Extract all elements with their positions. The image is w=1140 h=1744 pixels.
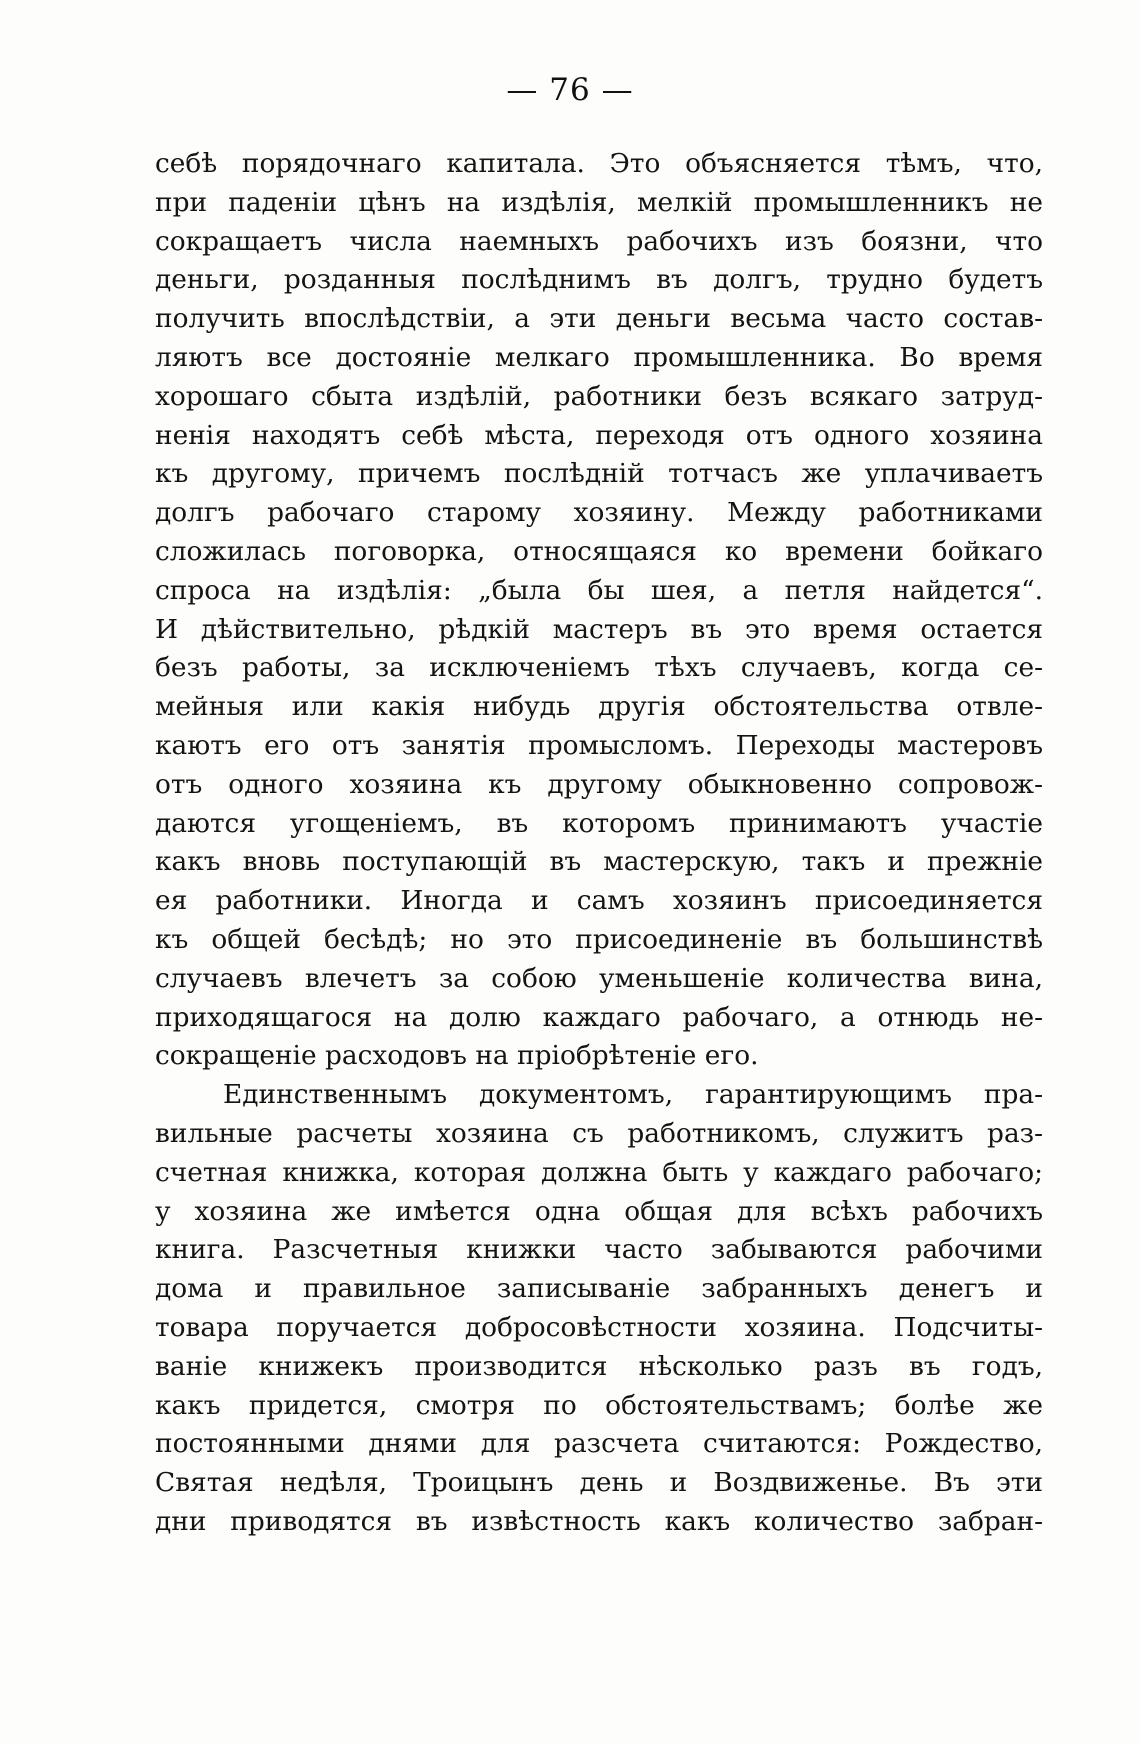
text-line: сокращеніе расходовъ на пріобрѣтеніе его.: [155, 1040, 759, 1072]
text-line: счетная книжка, которая должна быть у каждаго рабочаго;: [155, 1156, 1043, 1188]
text-line: мейныя или какія нибудь другія обстоятельства отвле-: [155, 691, 1043, 723]
text-line: ляютъ все достояніе мелкаго промышленника. Во время: [155, 341, 1043, 373]
text-line: какъ придется, смотря по обстоятельствамъ; болѣе же: [155, 1389, 1043, 1421]
text-line: товара поручается добросовѣстности хозяина. Подсчиты-: [155, 1311, 1043, 1343]
text-line: вильные расчеты хозяина съ работникомъ, служитъ раз-: [155, 1117, 1043, 1149]
text-line: каютъ его отъ занятія промысломъ. Переходы мастеровъ: [155, 729, 1043, 761]
body-text: [155, 145, 1043, 1542]
text-line: къ другому, причемъ послѣдній тотчасъ же уплачиваетъ: [155, 458, 1043, 490]
text-line: И дѣйствительно, рѣдкій мастеръ въ это время остается: [155, 613, 1043, 645]
text-line: при паденіи цѣнъ на издѣлія, мелкій промышленникъ не: [155, 186, 1043, 218]
text-line: дни приводятся въ извѣстность какъ количество забран-: [155, 1505, 1043, 1537]
text-line: деньги, розданныя послѣднимъ въ долгъ, трудно будетъ: [155, 264, 1043, 296]
text-line: приходящагося на долю каждаго рабочаго, а отнюдь не-: [155, 1001, 1043, 1033]
text-line: Святая недѣля, Троицынъ день и Воздвиженье. Въ эти: [155, 1467, 1043, 1499]
text-line: случаевъ влечетъ за собою уменьшеніе количества вина,: [155, 962, 1043, 994]
text-line: постоянными днями для разсчета считаются: Рождество,: [155, 1428, 1043, 1460]
text-line: книга. Разсчетныя книжки часто забываются рабочими: [155, 1234, 1043, 1266]
text-line: какъ вновь поступающій въ мастерскую, такъ и прежніе: [155, 846, 1043, 878]
text-line: безъ работы, за исключеніемъ тѣхъ случаевъ, когда се-: [155, 652, 1043, 684]
text-line: себѣ порядочнаго капитала. Это объясняется тѣмъ, что,: [155, 148, 1043, 179]
text-line: Единственнымъ документомъ, гарантирующимъ пра-: [223, 1079, 1043, 1111]
page-number: — 76 —: [506, 72, 634, 108]
text-line: спроса на издѣлія: „была бы шея, а петля найдется“.: [155, 574, 1043, 606]
text-line: хорошаго сбыта издѣлій, работники безъ всякаго затруд-: [155, 380, 1043, 412]
text-line: долгъ рабочаго старому хозяину. Между работниками: [155, 497, 1043, 529]
text-line: къ общей бесѣдѣ; но это присоединеніе въ большинствѣ: [155, 923, 1043, 955]
text-line: ваніе книжекъ производится нѣсколько разъ въ годъ,: [155, 1350, 1043, 1382]
text-line: даются угощеніемъ, въ которомъ принимаютъ участіе: [155, 807, 1043, 839]
text-line: отъ одного хозяина къ другому обыкновенно сопровож-: [155, 768, 1043, 800]
text-line: ея работники. Иногда и самъ хозяинъ присоединяется: [155, 885, 1043, 917]
text-line: дома и правильное записываніе забранныхъ денегъ и: [155, 1273, 1043, 1305]
text-line: ненія находятъ себѣ мѣста, переходя отъ одного хозяина: [155, 419, 1043, 451]
text-line: у хозяина же имѣется одна общая для всѣхъ рабочихъ: [155, 1195, 1043, 1227]
text-line: сокращаетъ числа наемныхъ рабочихъ изъ боязни, что: [155, 225, 1043, 257]
text-line: получить впослѣдствіи, а эти деньги весьма часто состав-: [155, 303, 1043, 335]
text-line: сложилась поговорка, относящаяся ко времени бойкаго: [155, 535, 1043, 567]
